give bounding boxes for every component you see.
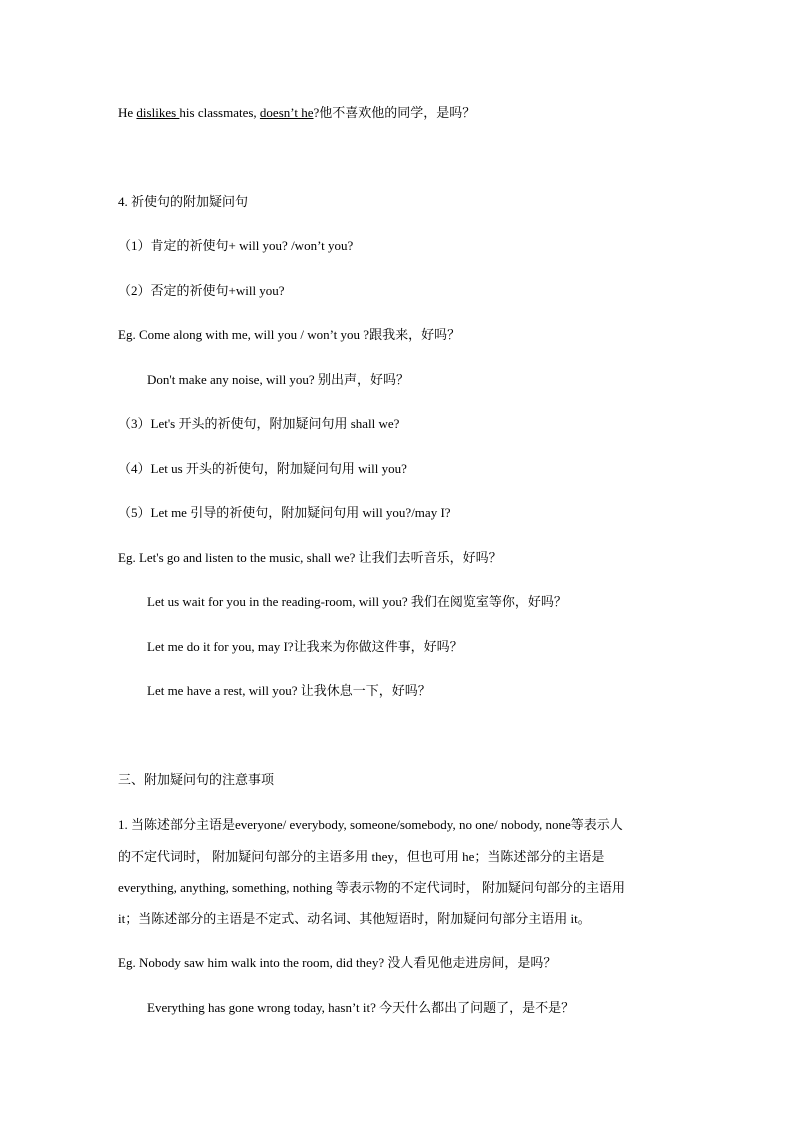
example-line: Let us wait for you in the reading-room, will you? 我们在阅览室等你，好吗？ (147, 594, 567, 609)
example-line: Everything has gone wrong today, hasn’t it? 今天什么都出了问题了，是不是？ (147, 1000, 575, 1015)
example-line: Eg. Let's go and listen to the music, shall we? 让我们去听音乐，好吗？ (118, 550, 502, 565)
example-line: Eg. Nobody saw him walk into the room, did they? 没人看见他走进房间，是吗？ (118, 955, 557, 970)
rule-line-3: （3）Let's 开头的祈使句，附加疑问句用 shall we? (118, 416, 400, 431)
example-line: Let me have a rest, will you? 让我休息一下，好吗？ (147, 683, 431, 698)
rule-line-4: （4）Let us 开头的祈使句，附加疑问句用 will you? (118, 461, 407, 476)
underlined-verb: dislikes (136, 105, 180, 120)
rule-line-2: （2）否定的祈使句+will you? (118, 283, 285, 298)
section-heading-notes: 三、附加疑问句的注意事项 (118, 772, 275, 787)
paragraph-line: everything, anything, something, nothing 等表示物的不定代词时， 附加疑问句部分的主语用 (118, 880, 625, 895)
rule-line-5: （5）Let me 引导的祈使句，附加疑问句用 will you?/may I? (118, 505, 451, 520)
underlined-tag: doesn’t he (259, 105, 314, 120)
example-line-dislikes (118, 103, 475, 123)
rule-line-1: （1）肯定的祈使句+ will you? /won’t you? (118, 238, 354, 253)
section-heading-imperative: 4. 祈使句的附加疑问句 (118, 194, 249, 209)
text-segment: He (118, 105, 137, 120)
text-segment: his classmates, (179, 105, 260, 120)
paragraph-line: 1. 当陈述部分主语是everyone/ everybody, someone/somebody, no one/ nobody, none等表示人 (118, 817, 623, 832)
paragraph-line: 的不定代词时， 附加疑问句部分的主语多用 they，但也可用 he；当陈述部分的主语是 (118, 849, 605, 864)
example-line: Don't make any noise, will you? 别出声，好吗？ (147, 372, 409, 387)
text-segment: ?他不喜欢他的同学，是吗？ (313, 105, 476, 120)
example-line: Eg. Come along with me, will you / won’t you ?跟我来，好吗？ (118, 327, 461, 342)
example-line: Let me do it for you, may I?让我来为你做这件事，好吗？ (147, 639, 463, 654)
paragraph-line: it；当陈述部分的主语是不定式、动名词、其他短语时，附加疑问句部分主语用 it。 (118, 911, 591, 926)
